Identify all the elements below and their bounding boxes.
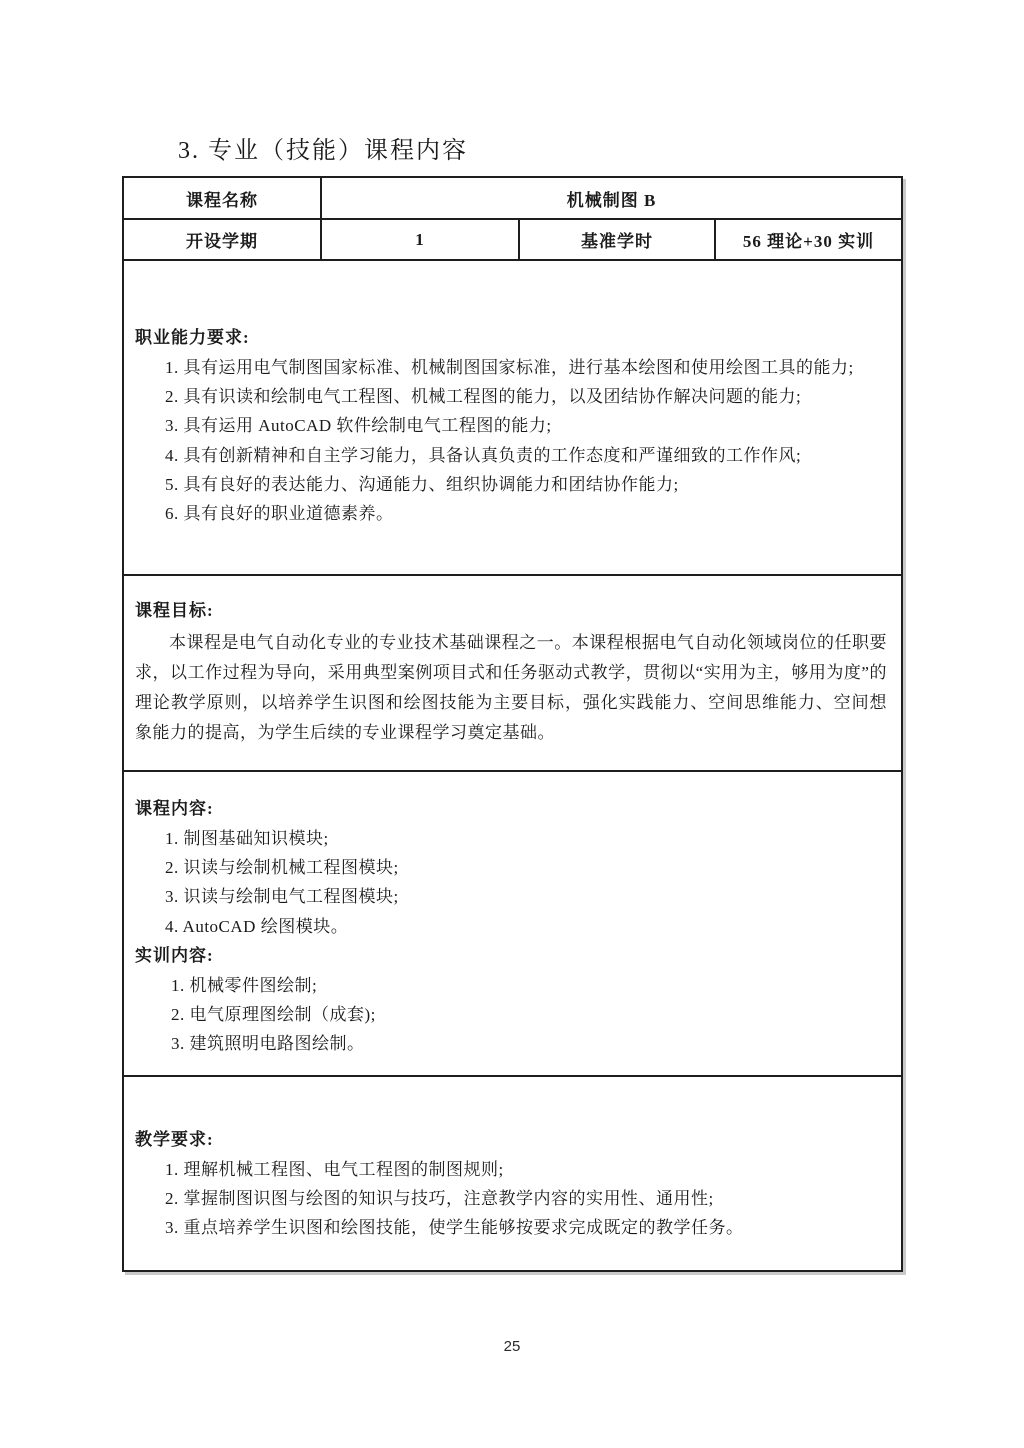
list-item: 2. 识读与绘制机械工程图模块; xyxy=(165,858,399,878)
list-item: 6. 具有良好的职业道德素养。 xyxy=(165,504,394,524)
list-item: 1. 制图基础知识模块; xyxy=(165,829,329,848)
section-vocational-abilities xyxy=(124,259,901,574)
list-item: 2. 电气原理图绘制（成套); xyxy=(171,1005,376,1025)
list-item: 1. 理解机械工程图、电气工程图的制图规则; xyxy=(165,1160,504,1179)
semester-value: 1 xyxy=(320,220,518,259)
section-heading: 职业能力要求: xyxy=(135,328,250,347)
list-item: 3. 具有运用 AutoCAD 软件绘制电气工程图的能力; xyxy=(165,416,552,436)
list-item: 2. 具有识读和绘制电气工程图、机械工程图的能力，以及团结协作解决问题的能力; xyxy=(165,387,802,407)
list-item: 4. AutoCAD 绘图模块。 xyxy=(165,916,349,936)
list-item: 1. 机械零件图绘制; xyxy=(171,975,318,995)
section-course-content xyxy=(124,770,901,1075)
course-name-label: 课程名称 xyxy=(186,190,258,210)
hours-label: 基准学时 xyxy=(518,220,714,259)
section-heading: 教学要求: xyxy=(135,1130,214,1149)
subsection-heading: 实训内容: xyxy=(135,945,214,965)
course-name-value: 机械制图 B xyxy=(320,178,901,218)
section-heading: 课程目标: xyxy=(135,601,214,620)
list-item: 4. 具有创新精神和自主学习能力，具备认真负责的工作态度和严谨细致的工作作风; xyxy=(165,445,802,465)
table-row xyxy=(124,178,901,218)
hours-value: 56 理论+30 实训 xyxy=(714,220,901,259)
list-item: 3. 重点培养学生识图和绘图技能，使学生能够按要求完成既定的教学任务。 xyxy=(165,1218,744,1238)
list-item: 3. 建筑照明电路图绘制。 xyxy=(171,1034,365,1054)
table-row xyxy=(124,218,901,259)
semester-label: 开设学期 xyxy=(186,232,258,251)
section-heading: 课程内容: xyxy=(135,799,214,818)
objectives-paragraph: 本课程是电气自动化专业的专业技术基础课程之一。本课程根据电气自动化领域岗位的任职要求，以工作过程为导向，采用典型案例项目式和任务驱动式教学，贯彻以“实用为主，够用为度”的理论教学原则，以培养学生识图和绘图技能为主要目标，强化实践能力、空间思维能力、空间想象能力的提高，为学生后续的专业课程学习奠定基础。 xyxy=(135,633,887,742)
list-item: 1. 具有运用电气制图国家标准、机械制图国家标准，进行基本绘图和使用绘图工具的能力; xyxy=(165,358,854,377)
list-item: 3. 识读与绘制电气工程图模块; xyxy=(165,887,399,907)
course-table xyxy=(122,176,903,1272)
page-title: 3. 专业（技能）课程内容 xyxy=(178,138,468,164)
section-course-objectives xyxy=(124,574,901,770)
section-teaching-requirements xyxy=(124,1075,901,1270)
page-number: 25 xyxy=(503,1338,521,1355)
list-item: 5. 具有良好的表达能力、沟通能力、组织协调能力和团结协作能力; xyxy=(165,474,679,494)
list-item: 2. 掌握制图识图与绘图的知识与技巧，注意教学内容的实用性、通用性; xyxy=(165,1189,714,1209)
